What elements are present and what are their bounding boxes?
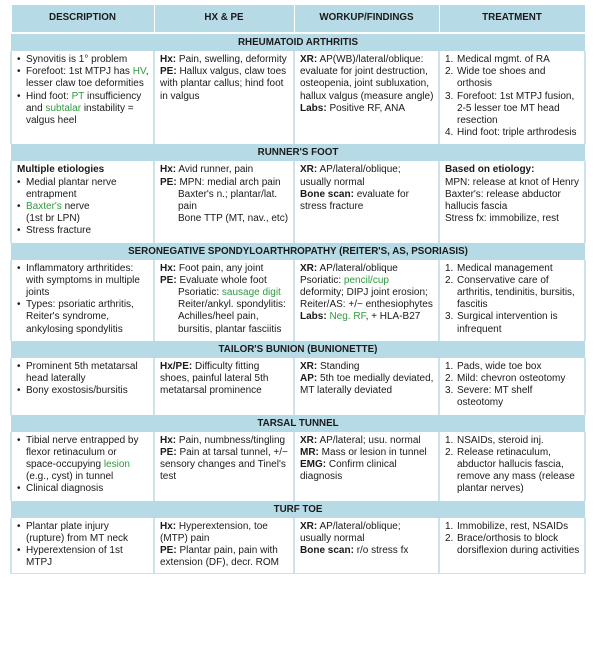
- pe-subentry: Psoriatic: sausage digit: [178, 287, 281, 299]
- list-item: 4. Hind foot: triple arthrodesis: [445, 127, 577, 139]
- list-item: 1. Immobilize, rest, NSAIDs: [445, 520, 569, 532]
- list-item: 1. Pads, wide toe box: [445, 360, 542, 372]
- column-header-treatment: TREATMENT: [439, 5, 585, 34]
- list-item: • Baxter's nerve: [17, 201, 149, 213]
- hx-entry: Hx: Hyperextension, toe (MTP) pain: [160, 520, 268, 544]
- ap-entry: AP: 5th toe medially deviated, MT laterally deviated: [300, 373, 434, 397]
- hx-pe-cell: [154, 51, 294, 143]
- workup-cell: [294, 518, 439, 573]
- list-item: 3. Severe: MT shelf osteotomy: [445, 385, 533, 409]
- hx-pe-entry: Hx/PE: Difficulty fitting shoes, painful lateral 5th metatarsal prominence: [160, 360, 269, 397]
- description-cell: [11, 260, 154, 340]
- list-item: • Synovitis is 1° problem: [17, 54, 149, 66]
- section-header-row: [11, 33, 585, 51]
- section-header-row: [11, 242, 585, 260]
- bone-scan-entry: Bone scan: r/o stress fx: [300, 545, 409, 557]
- pe-subentry: Bone TTP (MT, nav., etc): [178, 213, 289, 225]
- list-item: • Stress fracture: [17, 225, 149, 237]
- mr-entry: MR: Mass or lesion in tunnel: [300, 446, 427, 458]
- treatment-cell: [439, 161, 585, 241]
- list-item: 2. Release retinaculum, abductor hallucis fascia, remove any mass (release plantar nerves): [445, 446, 575, 495]
- description-cell: [11, 51, 154, 143]
- list-item: 3. Surgical intervention is infrequent: [445, 311, 558, 335]
- list-item: 3. Forefoot: 1st MTPJ fusion, 2-5 lesser toe MT head resection: [445, 90, 575, 127]
- section-header-row: [11, 500, 585, 518]
- hx-pe-cell: [154, 161, 294, 241]
- treatment-cell: [439, 358, 585, 414]
- workup-cell: [294, 358, 439, 414]
- section-title: TAILOR'S BUNION (BUNIONETTE): [11, 340, 585, 358]
- treatment-cell: [439, 518, 585, 573]
- description-cell: [11, 161, 154, 241]
- list-item: • Clinical diagnosis: [17, 483, 149, 495]
- highlight-term: Neg. RF: [329, 311, 366, 323]
- list-item: • Bony exostosis/bursitis: [17, 385, 149, 397]
- section-title: TURF TOE: [11, 500, 585, 518]
- highlight-term: Baxter's: [26, 201, 62, 213]
- workup-cell: [294, 260, 439, 340]
- hx-entry: Hx: Foot pain, any joint: [160, 262, 264, 274]
- workup-line: Reiter/AS: +/− enthesiophytes: [300, 299, 433, 311]
- workup-cell: [294, 51, 439, 143]
- table-row: [11, 358, 585, 414]
- labs-entry: Labs: Neg. RF, + HLA-B27: [300, 311, 421, 323]
- description-cell: [11, 432, 154, 500]
- list-item: 2. Mild: chevron osteotomy: [445, 373, 566, 385]
- section-header-row: [11, 414, 585, 432]
- section-title: TARSAL TUNNEL: [11, 414, 585, 432]
- bone-scan-entry: Bone scan: evaluate for stress fracture: [300, 188, 409, 213]
- xr-entry: XR: Standing: [300, 360, 360, 372]
- pe-entry: PE: Plantar pain, pain with extension (DF), decr. ROM: [160, 545, 279, 569]
- foot-conditions-table: [10, 4, 586, 574]
- list-item: • Inflammatory arthritides: with symptoms in multiple joints: [17, 263, 149, 300]
- xr-entry: XR: AP/lateral/oblique; usually normal: [300, 164, 401, 188]
- description-cell: [11, 518, 154, 573]
- header-row: [11, 5, 585, 34]
- treatment-cell: [439, 260, 585, 340]
- column-header-description: DESCRIPTION: [11, 5, 154, 34]
- pe-subentry: Baxter's n.; plantar/lat. pain: [178, 188, 278, 213]
- workup-cell: [294, 161, 439, 241]
- list-item: 2. Wide toe shoes and orthosis: [445, 66, 546, 90]
- table-header: [11, 5, 585, 34]
- treatment-cell: [439, 51, 585, 143]
- description-cell: [11, 358, 154, 414]
- workup-line: Psoriatic: pencil/cup deformity; DIPJ joint erosion;: [300, 274, 428, 299]
- table-row: [11, 260, 585, 340]
- table-row: [11, 518, 585, 573]
- highlight-term: HV: [132, 66, 146, 78]
- labs-entry: Labs: Positive RF, ANA: [300, 102, 406, 114]
- list-item: • Hyperextension of 1st MTPJ: [17, 545, 149, 569]
- description-heading: Multiple etiologies: [17, 164, 105, 176]
- hx-pe-cell: [154, 358, 294, 414]
- list-item: 1. Medical management: [445, 262, 553, 274]
- table-row: [11, 432, 585, 500]
- highlight-term: PT: [71, 90, 85, 102]
- xr-entry: XR: AP(WB)/lateral/oblique: evaluate for joint destruction, osteopenia, joint subluxation, hallux valgus (measure angle): [300, 54, 434, 102]
- section-header-row: [11, 340, 585, 358]
- list-item: 2. Conservative care of arthritis, tendinitis, bursitis, fascitis: [445, 274, 575, 311]
- section-title: RUNNER'S FOOT: [11, 143, 585, 161]
- list-item-continuation: (1st br LPN): [26, 213, 80, 225]
- treatment-heading: Based on etiology:: [445, 164, 535, 176]
- list-item: 1. Medical mgmt. of RA: [445, 54, 550, 65]
- section-title: RHEUMATOID ARTHRITIS: [11, 33, 585, 51]
- section-title: SERONEGATIVE SPONDYLOARTHROPATHY (REITER'S, AS, PSORIASIS): [11, 242, 585, 260]
- highlight-term: lesion: [103, 459, 130, 471]
- table-row: [11, 51, 585, 143]
- highlight-term: sausage digit: [221, 287, 281, 299]
- column-header-hx-pe: HX & PE: [154, 5, 294, 34]
- pe-subentry: Reiter/ankyl. spondylitis: Achilles/heel pain, bursitis, plantar fasciitis: [178, 299, 286, 335]
- treatment-cell: [439, 432, 585, 500]
- hx-pe-cell: [154, 260, 294, 340]
- hx-entry: Hx: Pain, numbness/tingling: [160, 434, 286, 446]
- pe-entry: PE: MPN: medial arch pain: [160, 176, 281, 188]
- table-row: [11, 161, 585, 241]
- workup-cell: [294, 432, 439, 500]
- hx-entry: Hx: Pain, swelling, deformity: [160, 54, 287, 65]
- list-item: 1. NSAIDs, steroid inj.: [445, 434, 544, 446]
- list-item: 2. Brace/orthosis to block dorsiflexion during activities: [445, 532, 580, 557]
- list-item: • Forefoot: 1st MTPJ has HV, lesser claw toe deformities: [17, 66, 149, 90]
- section-header-row: [11, 143, 585, 161]
- xr-entry: XR: AP/lateral/oblique: [300, 262, 398, 274]
- foot-conditions-table-container: [10, 4, 584, 574]
- list-item: • Medial plantar nerve entrapment: [17, 177, 149, 201]
- hx-entry: Hx: Avid runner, pain: [160, 164, 254, 176]
- list-item: • Hind foot: PT insufficiency and subtalar instability = valgus heel: [17, 91, 149, 128]
- xr-entry: XR: AP/lateral/oblique; usually normal: [300, 520, 401, 544]
- pe-entry: PE: Pain at tarsal tunnel, +/− sensory changes and Tinel's test: [160, 446, 288, 483]
- hx-pe-cell: [154, 432, 294, 500]
- pe-entry: PE: Evaluate whole foot: [160, 274, 267, 286]
- treatment-line: MPN: release at knot of Henry: [445, 176, 579, 188]
- emg-entry: EMG: Confirm clinical diagnosis: [300, 459, 397, 483]
- list-item: • Prominent 5th metatarsal head laterally: [17, 361, 149, 385]
- highlight-term: pencil/cup: [343, 274, 389, 286]
- hx-pe-cell: [154, 518, 294, 573]
- list-item: • Tibial nerve entrapped by flexor retinaculum or space-occupying lesion (e.g., cyst) in tunnel: [17, 435, 149, 484]
- treatment-line: Baxter's: release abductor hallucis fascia: [445, 188, 561, 213]
- list-item: • Types: psoriatic arthritis, Reiter's syndrome, ankylosing spondylitis: [17, 299, 149, 336]
- list-item: • Plantar plate injury (rupture) from MT neck: [17, 521, 149, 545]
- treatment-line: Stress fx: immobilize, rest: [445, 213, 559, 225]
- xr-entry: XR: AP/lateral; usu. normal: [300, 434, 421, 446]
- highlight-term: subtalar: [45, 102, 82, 114]
- column-header-workup: WORKUP/FINDINGS: [294, 5, 439, 34]
- pe-entry: PE: Hallux valgus, claw toes with plantar callus; hind foot in valgus: [160, 66, 287, 102]
